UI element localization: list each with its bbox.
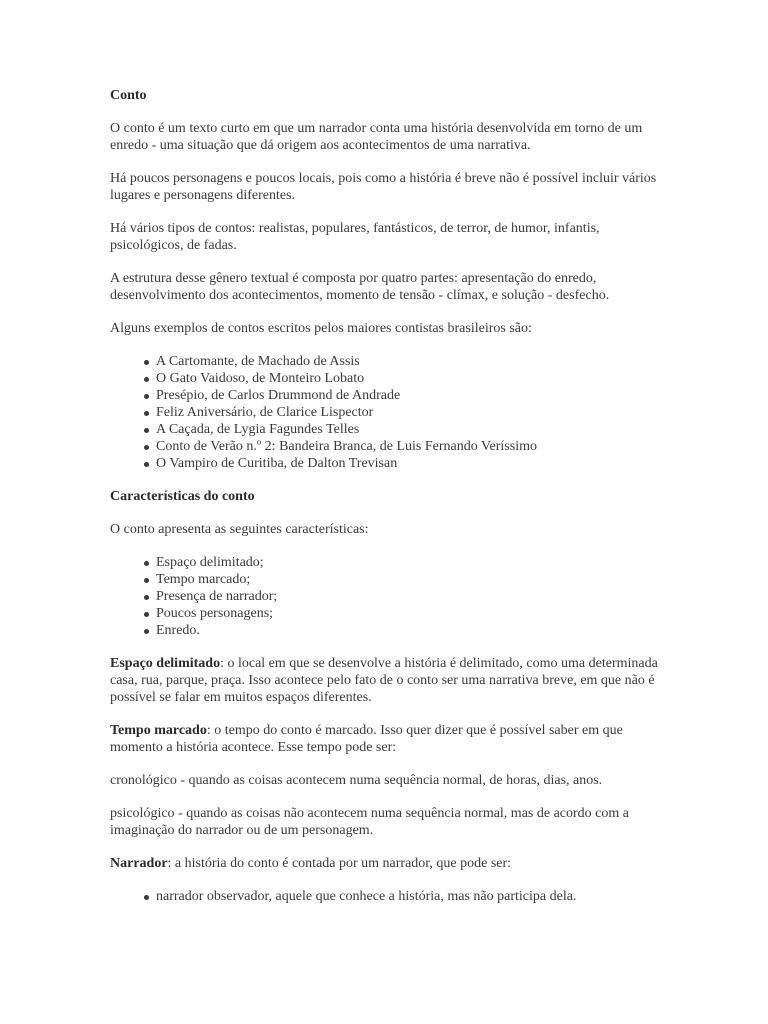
- list-item: Espaço delimitado;: [156, 554, 658, 571]
- characteristics-intro: O conto apresenta as seguintes características:: [110, 522, 369, 537]
- section-heading-characteristics: Características do conto: [110, 489, 255, 504]
- document-page: [110, 87, 658, 921]
- list-item: O Vampiro de Curitiba, de Dalton Trevisan: [156, 455, 658, 472]
- narrador-text: : a história do conto é contada por um narrador, que pode ser:: [167, 856, 512, 871]
- list-item: Poucos personagens;: [156, 605, 658, 622]
- psicologico-paragraph: psicológico - quando as coisas não acontecem numa sequência normal, mas de acordo com a imaginação do narrador ou de um personagem.: [110, 806, 629, 838]
- narrador-paragraph: [110, 855, 658, 872]
- espaco-text: : o local em que se desenvolve a história é delimitado, como uma determinada casa, rua, parque, praça. Isso acontece pelo fato de o conto ser uma narrativa breve, em que não é possível se falar em muitos espaços diferentes.: [110, 656, 658, 705]
- tempo-paragraph: [110, 722, 658, 756]
- document-title: Conto: [110, 88, 147, 103]
- espaco-term: Espaço delimitado: [110, 656, 221, 671]
- intro-paragraph-5: Alguns exemplos de contos escritos pelos maiores contistas brasileiros são:: [110, 321, 532, 336]
- narrador-types-list: [110, 888, 658, 905]
- cronologico-paragraph: cronológico - quando as coisas acontecem numa sequência normal, de horas, dias, anos.: [110, 773, 603, 788]
- list-item: narrador observador, aquele que conhece a história, mas não participa dela.: [156, 888, 658, 905]
- examples-list: [110, 353, 658, 472]
- intro-paragraph-3: Há vários tipos de contos: realistas, populares, fantásticos, de terror, de humor, infantis, psicológicos, de fadas.: [110, 221, 600, 253]
- intro-paragraph-2: Há poucos personagens e poucos locais, pois como a história é breve não é possível incluir vários lugares e personagens diferentes.: [110, 171, 657, 203]
- list-item: A Caçada, de Lygia Fagundes Telles: [156, 421, 658, 438]
- list-item: Conto de Verão n.º 2: Bandeira Branca, de Luis Fernando Veríssimo: [156, 438, 658, 455]
- espaco-paragraph: [110, 655, 658, 706]
- tempo-text: : o tempo do conto é marcado. Isso quer dizer que é possível saber em que momento a história acontece. Esse tempo pode ser:: [110, 723, 623, 755]
- list-item: Tempo marcado;: [156, 571, 658, 588]
- narrador-term: Narrador: [110, 856, 168, 871]
- list-item: A Cartomante, de Machado de Assis: [156, 353, 658, 370]
- list-item: Feliz Aniversário, de Clarice Lispector: [156, 404, 658, 421]
- tempo-term: Tempo marcado: [110, 723, 207, 738]
- list-item: Enredo.: [156, 622, 658, 639]
- characteristics-list: [110, 554, 658, 639]
- intro-paragraph-1: O conto é um texto curto em que um narrador conta uma história desenvolvida em torno de um enredo - uma situação que dá origem aos acontecimentos de uma narrativa.: [110, 121, 643, 153]
- list-item: Presépio, de Carlos Drummond de Andrade: [156, 387, 658, 404]
- intro-paragraph-4: A estrutura desse gênero textual é composta por quatro partes: apresentação do enredo, desenvolvimento dos acontecimentos, momento de tensão - clímax, e solução - desfecho.: [110, 271, 610, 303]
- list-item: Presença de narrador;: [156, 588, 658, 605]
- list-item: O Gato Vaidoso, de Monteiro Lobato: [156, 370, 658, 387]
